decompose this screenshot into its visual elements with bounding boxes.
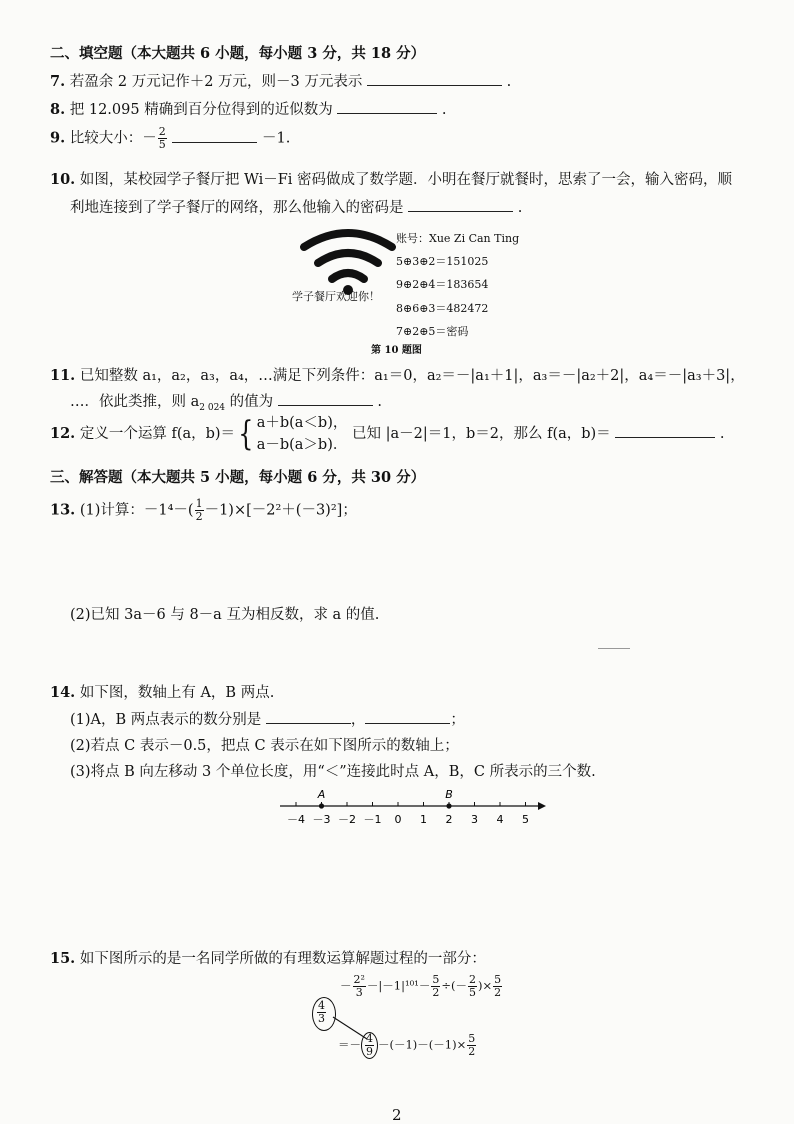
- question-14-blank-b[interactable]: [365, 709, 450, 724]
- figure-10-caption: 第 10 题图: [371, 345, 422, 356]
- question-14-number: 14.: [50, 684, 76, 701]
- question-7-number: 7.: [50, 73, 66, 90]
- page-number: 2: [392, 1106, 402, 1124]
- fraction-1-2: $\frac{1}{2}$: [195, 497, 203, 523]
- question-7-answer-blank[interactable]: [367, 71, 502, 86]
- question-10-line-1: 10. 如图，某校园学子餐厅把 Wi－Fi 密码做成了数学题．小明在餐厅就餐时，思索了一会，输入密码，顺: [50, 171, 733, 188]
- question-13-part-1: 13. (1)计算：－1⁴－( $\frac{1}{2}$ －1)×[－2²＋(－3)²]；: [50, 497, 357, 523]
- question-13-part-2: (2)已知 3a－6 与 8－a 互为相反数，求 a 的值.: [70, 607, 380, 623]
- question-12-number: 12.: [50, 425, 76, 442]
- question-7: [50, 70, 511, 91]
- circled-fraction-text: $\frac{4}{3}$: [318, 999, 325, 1025]
- question-14-blank-a[interactable]: [266, 709, 351, 724]
- question-13-number: 13.: [50, 501, 76, 519]
- question-10-number: 10.: [50, 171, 76, 188]
- question-12: 12. 定义一个运算 f(a，b)＝{ a＋b(a＜b)， a－b(a＞b)． 已知 |a－2|＝1，b＝2，那么 f(a，b)＝ .: [50, 414, 725, 454]
- question-11-line-2: …．依此类推，则 $a_{2 024}$ 的值为 .: [70, 390, 382, 413]
- question-14-intro: 14. 如下图，数轴上有 A，B 两点.: [50, 684, 275, 701]
- number-line-tick-label: 1: [420, 813, 427, 826]
- point-label-b: B: [445, 788, 453, 801]
- number-line: [270, 782, 560, 832]
- work-line-1: － $\frac{\text{2²}}{3}$ －|－1|¹⁰¹－ $\frac{5}{2}$ ÷(－ $\frac{2}{5}$ )× $\frac{5}{2}$: [340, 973, 502, 999]
- question-14-part-1: (1)A，B 两点表示的数分别是 ， ；: [70, 708, 465, 729]
- question-11-line-1: 11. 已知整数 a₁，a₂，a₃，a₄，…满足下列条件：a₁＝0，a₂＝－|a₁＋1|，a₃＝－|a₂＋2|，a₄＝－|a₃＋3|，: [50, 367, 745, 384]
- question-15: 15. 如下图所示的是一名同学所做的有理数运算解题过程的一部分：: [50, 950, 486, 967]
- number-line-tick-label: －4: [287, 813, 305, 826]
- question-9-end: －1.: [261, 130, 291, 147]
- number-line-tick-label: －1: [363, 813, 382, 826]
- work-line-2: ＝－ $\frac{4}{9}$ －(－1)－(－1)× $\frac{5}{2}$: [338, 1032, 476, 1058]
- question-8-end: .: [441, 102, 447, 118]
- number-line-tick-label: 3: [471, 813, 478, 826]
- question-8-number: 8.: [50, 101, 66, 118]
- question-7-text: 若盈余 2 万元记作＋2 万元，则－3 万元表示: [69, 74, 363, 90]
- wifi-row-3: 8⊕6⊕3＝482472: [396, 302, 489, 315]
- circled-fraction-4-9: $\frac{4}{9}$: [361, 1032, 378, 1059]
- question-9-answer-blank[interactable]: [172, 128, 257, 143]
- wifi-icon: [304, 233, 392, 279]
- point-b: [446, 803, 451, 808]
- question-9: [50, 126, 290, 151]
- question-11-number: 11.: [50, 367, 76, 384]
- wifi-row-1: 5⊕3⊕2＝151025: [396, 255, 489, 268]
- number-line-tick-label: 0: [394, 813, 402, 826]
- question-12-answer-blank[interactable]: [615, 423, 715, 438]
- piecewise-cases: a＋b(a＜b)， a－b(a＞b)．: [256, 415, 348, 453]
- question-10-line-2: 利地连接到了学子餐厅的网络，那么他输入的密码是 .: [70, 196, 522, 217]
- question-7-end: .: [506, 74, 512, 90]
- question-11-answer-blank[interactable]: [278, 391, 373, 406]
- number-line-tick-label: 5: [522, 813, 529, 826]
- number-line-tick-label: －3: [312, 813, 331, 826]
- wifi-welcome-text: 学子餐厅欢迎你！: [292, 290, 380, 303]
- number-line-arrow: [538, 802, 546, 810]
- question-8-text: 把 12.095 精确到百分位得到的近似数为: [69, 102, 333, 118]
- point-a: [319, 803, 324, 808]
- question-8-answer-blank[interactable]: [337, 99, 437, 114]
- question-8: [50, 98, 447, 119]
- question-14-part-2: (2)若点 C 表示－0.5，把点 C 表示在如下图所示的数轴上；: [70, 738, 459, 754]
- section-2-title: 二、填空题（本大题共 6 小题，每小题 3 分，共 18 分）: [50, 45, 426, 62]
- wifi-row-4: 7⊕2⊕5＝密码: [396, 325, 469, 338]
- wifi-row-2: 9⊕2⊕4＝183654: [396, 278, 489, 291]
- number-line-tick-label: －2: [338, 813, 356, 826]
- fraction-2-5: $\frac{2}{5}$: [158, 125, 166, 151]
- question-9-text: 比较大小：－: [69, 130, 157, 147]
- point-label-a: A: [317, 788, 326, 801]
- question-10-answer-blank[interactable]: [408, 197, 513, 212]
- question-14-part-3: (3)将点 B 向左移动 3 个单位长度，用“＜”连接此时点 A，B，C 所表示的三个数.: [70, 764, 596, 780]
- section-3-title: 三、解答题（本大题共 5 小题，每小题 6 分，共 30 分）: [50, 469, 426, 486]
- question-15-number: 15.: [50, 950, 76, 967]
- number-line-tick-label: 4: [496, 813, 504, 826]
- wifi-account: 账号：Xue Zi Can Ting: [396, 232, 520, 245]
- stray-mark: [598, 648, 630, 649]
- number-line-tick-label: 2: [445, 813, 453, 826]
- question-9-number: 9.: [50, 129, 66, 147]
